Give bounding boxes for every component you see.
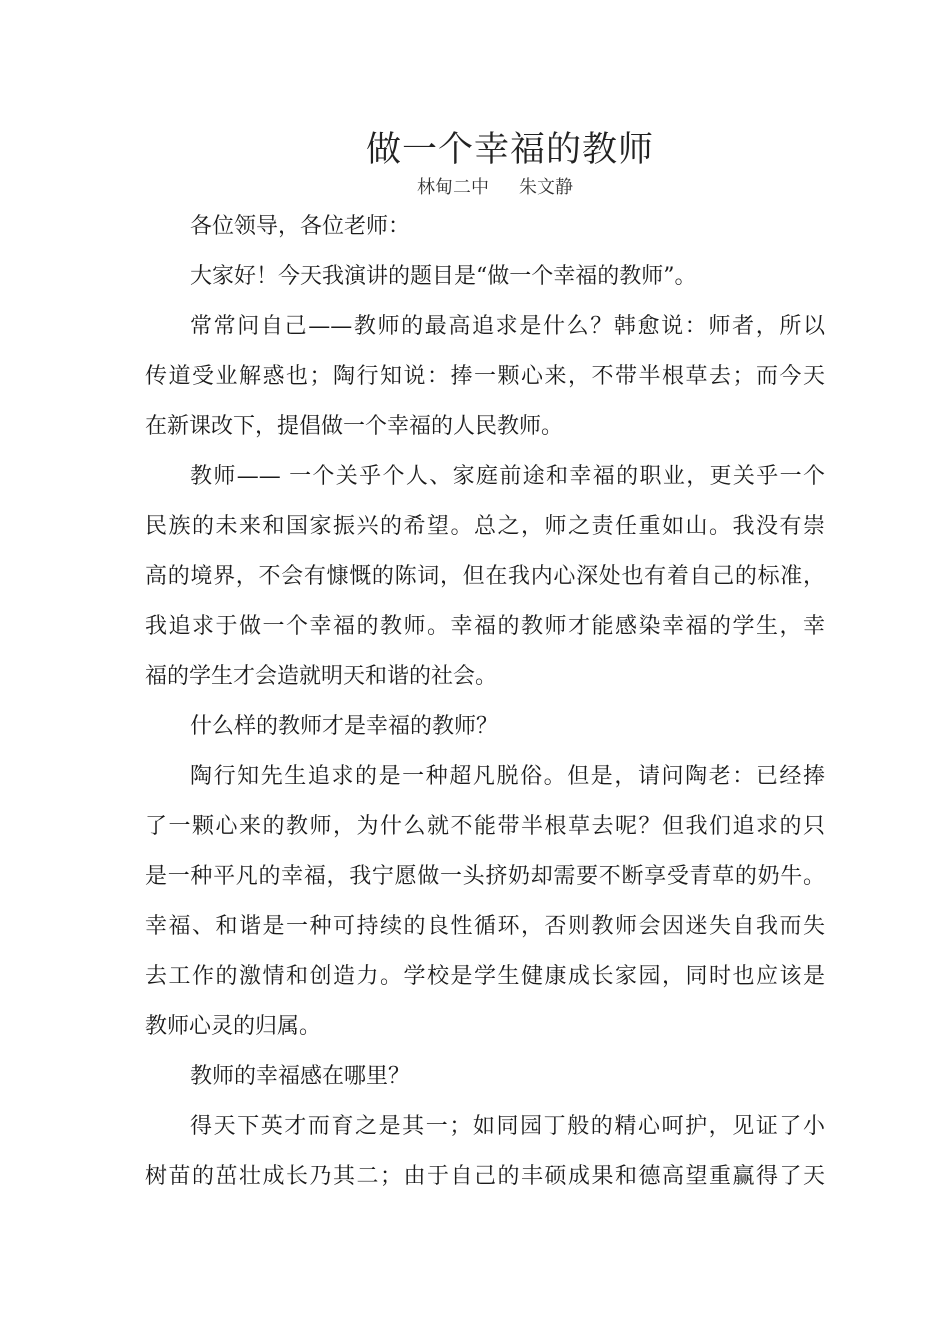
text-line: 树苗的茁壮成长乃其二；由于自己的丰硕成果和德高望重赢得了天 (145, 1164, 825, 1189)
text-line: 大家好！今天我演讲的题目是“做一个幸福的教师”。 (190, 264, 697, 289)
text-line: 是一种平凡的幸福，我宁愿做一头挤奶却需要不断享受青草的奶牛。 (145, 864, 825, 889)
text-line: 福的学生才会造就明天和谐的社会。 (145, 664, 498, 689)
byline (0, 176, 950, 200)
text-line: 什么样的教师才是幸福的教师？ (190, 714, 499, 739)
text-line: 我追求于做一个幸福的教师。幸福的教师才能感染幸福的学生，幸 (145, 614, 825, 639)
text-line: 得天下英才而育之是其一；如同园丁般的精心呵护，见证了小 (190, 1114, 825, 1139)
text-line: 教师—— 一个关乎个人、家庭前途和幸福的职业，更关乎一个 (190, 464, 825, 489)
text-line: 教师心灵的归属。 (145, 1014, 322, 1039)
author-name: 朱文静 (519, 177, 573, 198)
body-text (145, 202, 825, 1202)
text-line: 常常问自己——教师的最高追求是什么？韩愈说：师者，所以 (190, 314, 825, 339)
text-line: 教师的幸福感在哪里？ (190, 1064, 411, 1089)
page-title: 做一个幸福的教师 (365, 130, 654, 170)
text-line: 高的境界，不会有慷慨的陈词，但在我内心深处也有着自己的标准， (145, 564, 825, 589)
text-line: 了一颗心来的教师，为什么就不能带半根草去呢？但我们追求的只 (145, 814, 825, 839)
text-line: 各位领导，各位老师： (190, 214, 411, 239)
text-line: 陶行知先生追求的是一种超凡脱俗。但是，请问陶老：已经捧 (190, 764, 825, 789)
text-line: 传道受业解惑也；陶行知说：捧一颗心来，不带半根草去；而今天 (145, 364, 825, 389)
text-line: 在新课改下，提倡做一个幸福的人民教师。 (145, 414, 564, 439)
text-line: 幸福、和谐是一种可持续的良性循环，否则教师会因迷失自我而失 (145, 914, 825, 939)
text-line: 去工作的激情和创造力。学校是学生健康成长家园，同时也应该是 (145, 964, 825, 989)
text-line: 民族的未来和国家振兴的希望。总之，师之责任重如山。我没有崇 (145, 514, 825, 539)
school-name: 林甸二中 (417, 177, 489, 198)
